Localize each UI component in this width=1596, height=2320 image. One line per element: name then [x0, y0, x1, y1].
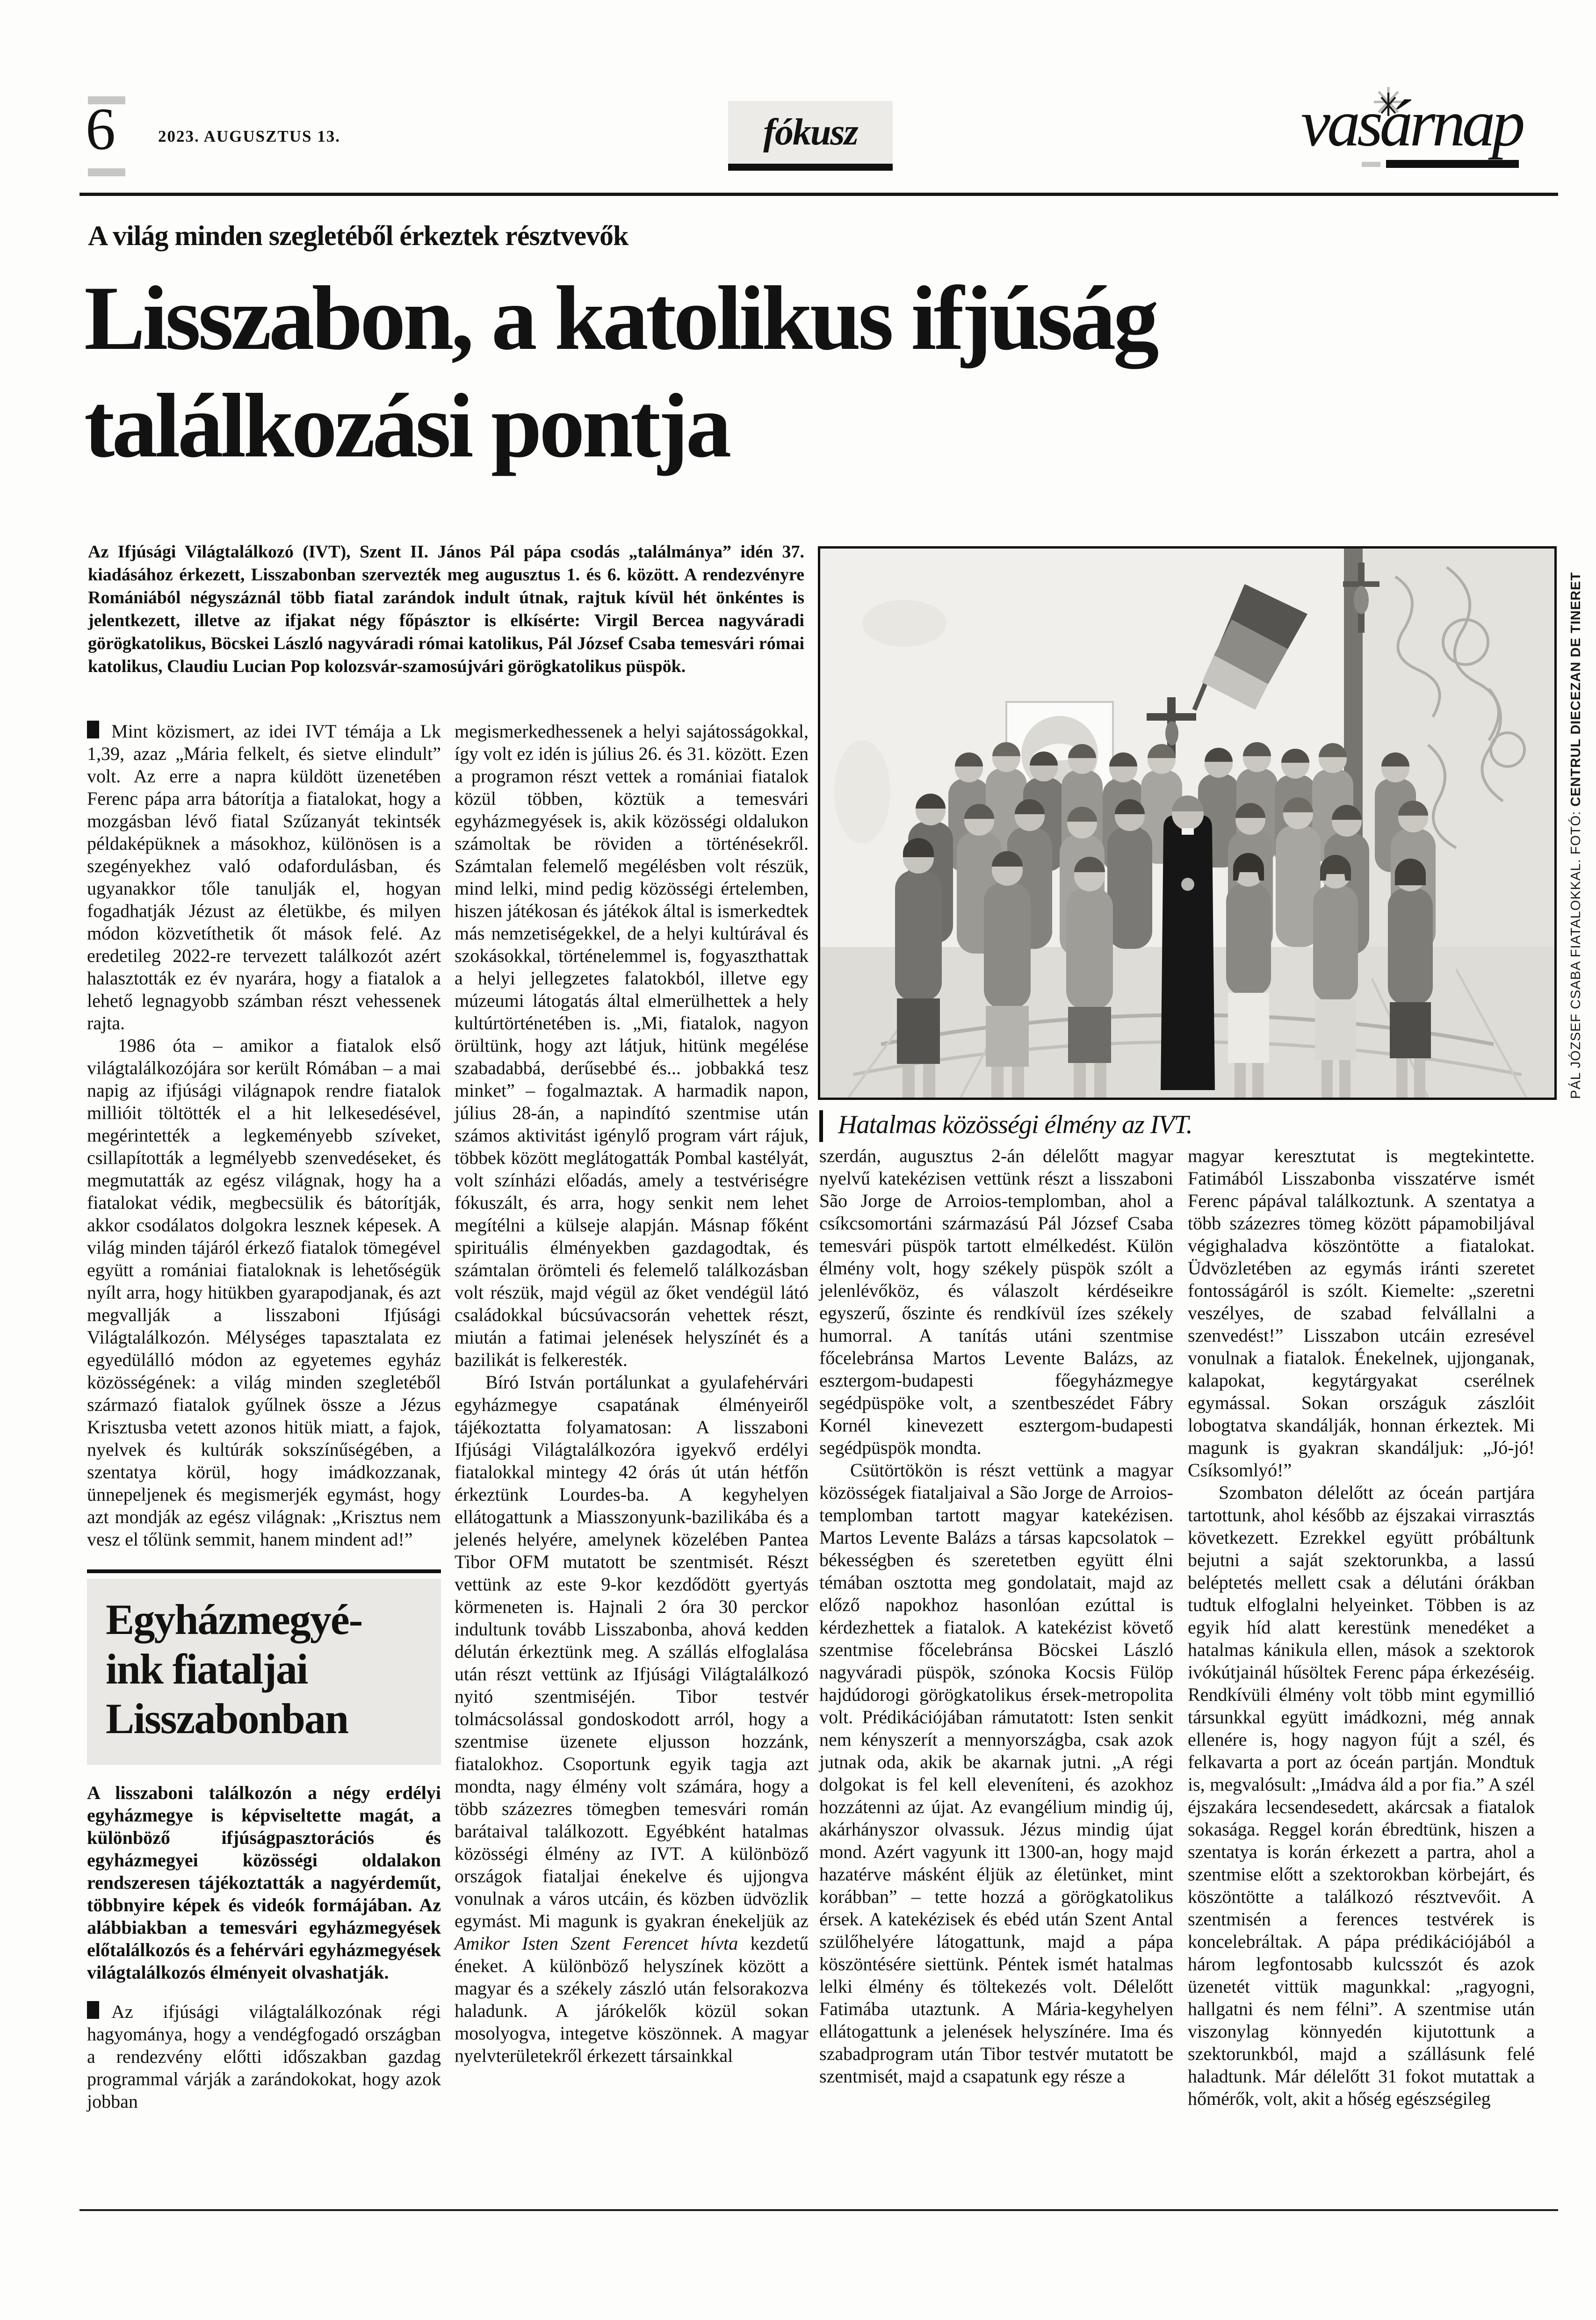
headline: [84, 265, 1557, 480]
article-photo: [818, 546, 1557, 1100]
paragraph: [455, 1371, 809, 2067]
paragraph: Szombaton délelőtt az óceán partjára tartottunk, ahol később az éjszakai virrasztás következett. Ezrekkel együtt próbáltunk bejutni a saját szektorunkba, a lassú beléptetés mellett csak a délutáni órákban tudtuk elfoglalni helyeinket. Többen is az egyik híd alatt kerestünk menedéket a hatalmas kánikula ellen, mások a szektorok ivókútjainál hűsöltek Ferenc pápa érkezéséig. Rendkívüli élmény volt több mint egymillió társunkkal együtt imádkozni, még annak ellenére is, hogy nagyon fújt a szél, és felkavarta a port az óceán partján. Mondtuk is, megvalósult: „Imádva áld a por fia.” A szél éjszakára lecsendesedett, akárcsak a fiatalok sokasága. Reggel korán ébredtünk, hiszen a szentatya is korán érkezett a partra, ahol a szentmise előtt a szektorokban körbejárt, és köszöntötte a találkozó résztvevőit. A szentmisén a ferences testvérek is koncelebráltak. A pápa prédikációjából a három legfontosabb kulcsszót és azok üzenetét vittük magunkkal: „ragyogni, hallgatni és nem félni”. A szentmise után viszonylag könnyedén kijutottunk a szektorunkból, majd a szállásunk felé haladtunk. Már délelőtt 31 fokot mutattak a hőmérők, volt, akit a hőség egészségileg: [1188, 1482, 1535, 2109]
headline-line2: találkozási pontja: [84, 375, 729, 477]
paragraph-text: Mint közismert, az idei IVT témája a Lk 1,39, azaz „Mária felkelt, és sietve elindult” volt. Az erre a napra küldött üzenetében Ferenc pápa arra bátorítja a fiatalokat, hogy a mozgásban lévő fiatal Szűzanyát tekintsék példaképüknek a másokhoz, különösen is a szegényekhez való odafordulásban, és ugyanakkor tőle tanulják el, hogyan fogadhatják Jézust az életükbe, és milyen módon közvetíthetik őt mások felé. Az eredetileg 2022-re tervezett találkozót azért halasztották ez év nyarára, hogy a fiatalok a lehető legnagyobb számban részt vehessenek rajta.: [87, 721, 441, 1034]
page-bottom-rule: [79, 2209, 1558, 2211]
masthead-gray-square: [1362, 162, 1380, 167]
page-number: 6: [86, 96, 116, 162]
caption-bar: [819, 1110, 823, 1142]
bishop-figure: [1161, 795, 1215, 1090]
kicker: A világ minden szegletéből érkeztek résztvevők: [88, 220, 628, 251]
masthead-underline: [1386, 160, 1519, 168]
sidebar-box: [87, 1579, 441, 1765]
section-label: fókusz: [763, 111, 858, 153]
photo-credit-text: PÁL JÓZSEF CSABA FIATALOKKAL. FOTÓ:: [1568, 806, 1583, 1099]
body-column-2: [455, 720, 809, 2067]
photo-credit: [1568, 546, 1584, 1099]
paragraph: 1986 óta – amikor a fiatalok első világtalálkozójára sor került Rómában – a mai napig az ifjúsági világnapok rendre fiatalok millióit töltötték el a hit lelkesedésével, megérintették a legkeményebb szíveket, csillapították a legmélyebb szenvedéseket, és megmutatták az egész világnak, hogy ha a fiatalokat védik, megbecsülik és bátorítják, akkor csodálatos dolgokra lesznek képesek. A világ minden tájáról érkező fiatalok tömegével együtt a romániai fiataloknak is lehetőségük nyílt arra, hogy hitükben gyarapodjanak, és azt megvallják a lisszaboni Ifjúsági Világtalálkozón. Mélységes tapasztalata ez egyedülálló módon az egyetemes egyház közösségének: a világ minden szegletéből származó fiatalok gyűlnek össze a Jézus Krisztusba vetett azonos hitük miatt, a fajok, nyelvek és kultúrák sokszínűségében, a szentatya körül, hogy imádkozzanak, ünnepeljenek és megismerjék egymást, hogy azt mondják az egész világnak: „Krisztus nem vesz el tőlünk semmit, hanem mindent ad!”: [87, 1035, 441, 1550]
section-underline: [728, 164, 893, 171]
paragraph-text: Az ifjúsági világtalálkozónak régi hagyománya, hogy a vendégfogadó országban a rendezvény előtti időszakban gazdag programmal várják a zarándokokat, hogy azok jobban: [87, 2001, 441, 2112]
caption-text: Hatalmas közösségi élmény az IVT.: [838, 1110, 1192, 1139]
header-rule: [79, 193, 1558, 196]
issue-date: 2023. AUGUSZTUS 13.: [158, 127, 341, 145]
paragraph-start-mark: [87, 721, 99, 738]
photo-credit-org: CENTRUL DIECEZAN DE TINERET: [1568, 571, 1583, 807]
paragraph: magyar keresztutat is megtekintette. Fatimából Lisszabonba visszatérve ismét Ferenc pápával találkoztunk. A szentatya a több százezres tömeg között pápamobiljával végighaladva köszöntötte a fiatalokat. Üdvözletében az egymás iránti szeretet fontosságáról is szólt. Kiemelte: „szeretni veszélyes, de szabad felvállalni a szenvedést!” Lisszabon utcáin ezresével vonulnak a fiatalok. Énekelnek, ujjonganak, kalapokat, kegytárgyakat cserélnek egymással. Sokan országuk zászlóit lobogtatva skandálják, honnan érkeztek. Mi magunk is gyakran skandáljuk: „Jó-jó! Csíksomlyó!”: [1188, 1145, 1535, 1481]
group-photo-placeholder: [820, 549, 1554, 1098]
paragraph-start-mark: [87, 2001, 99, 2019]
section-label-box: [728, 101, 893, 164]
body-column-3: [819, 1145, 1173, 2088]
paragraph: szerdán, augusztus 2-án délelőtt magyar nyelvű katekézisen vettünk részt a lisszaboni São Jorge de Arroios-templomban, ahol a csíkcsomortáni származású Pál József Csaba temesvári püspök tartott elmélkedést. Külön élmény volt, hogy székely püspök szólt a jelenlévőköz, és válaszolt kérdéseikre egyszerű, őszinte és rendkívül ízes székely humorral. A tanítás utáni szentmise főcelebránsa Martos Levente Balázs, az esztergom-budapesti főegyházmegye segédpüspöke volt, a szentbeszédet Fábry Kornél kinevezett esztergom-budapesti segédpüspök mondta.: [819, 1145, 1173, 1458]
paragraph: [87, 720, 441, 1034]
paragraph-text: kezdetű éneket. A különböző helyszínek között a magyar és a székely zászló után felsorakozva haladunk. A járókelők közül sokan mosolyogva, integetve köszönnek. A magyar nyelvterületekről érkezett társainkkal: [455, 1933, 809, 2066]
paragraph: Csütörtökön is részt vettünk a magyar közösségek fiataljaival a São Jorge de Arroios-templomban tartott magyar katekézisen. Martos Levente Balázs a társas kapcsolatok – békességben és szeretetben együtt élni témában osztotta meg gondolatait, majd az előző napokhoz hasonlóan ezúttal is kérdezhettek a fiatalok. A katekézist követő szentmise főcelebránsa Böcskei László nagyváradi püspök, szónoka Kocsis Fülöp hajdúdorogi görögkatolikus érsek-metropolita volt. Prédikációjában rámutatott: Isten senkit nem kényszerít a mennyországba, csak azok jutnak oda, akik be akarnak jutni. „A régi dolgokat is fel kell eleveníteni, és azokhoz hozzátenni az újat. Az evangélium mindig új, akárhányszor olvassuk. Jézus mindig újat mond. Azért vagyunk itt 1300-an, hogy majd hazatérve másként éljük az életünket, mint korábban” – tette hozzá a görögkatolikus érsek. A katekézisek és ebéd után Szent Antal szülőhelyére látogattunk, majd a pápa köszöntésére siettünk. Péntek ismét hatalmas lelki élmény és töltekezés volt. Délelőtt Fatimába utaztunk. A Mária-kegyhelyen ellátogattunk a jelenések helyszínére. Ima és szabadprogram után Tibor testvér mutatott be szentmisét, majd a csapatunk egy része a: [819, 1460, 1173, 2087]
decor-gray-bar-bottom: [88, 168, 125, 176]
paragraph: megismerkedhessenek a helyi sajátosságokkal, így volt ez idén is július 26. és 31. között. Ezen a programon részt vettek a romániai fiatalok közül többen, köztük a temesvári egyházmegyések is, akik közösségi oldalukon számoltak be röviden a történésekről. Számtalan felemelő megélésben volt részük, mind lelki, mind pedig közösségi értelemben, hiszen játékosan és játékok által is ismerkedtek más nemzetiségekkel, de a helyi kultúrával és szokásokkal, történelemmel is, fogyaszthattak a helyi jellegzetes falatokból, illetve egy múzeumi látogatás által elmerülhettek a hely kultúrtörténetében is. „Mi, fiatalok, nagyon örültünk, hogy azt látjuk, hitünk megélése szabadabbá, derűsebbé és... jobbakká tesz minket” – fogalmaztak. A harmadik napon, július 28-án, a napindító szentmise után számos aktivitást igénylő program várt rájuk, többek között meglátogatták Pombal kastélyát, volt színházi előadás, amely a testvériségre fókuszált, és arra, hogy senkit nem lehet megítélni a külseje alapján. Másnap főként spirituális élményekben gazdagodtak, és számtalan örömteli és felemelő találkozásban volt részük, majd végül az őket vendégül látó családokkal búcsúvacsorán vehettek részt, miután a fatimai jelenések helyszínét és a bazilikát is felkeresték.: [455, 721, 809, 1370]
sidebar-top-rule: [87, 1569, 441, 1573]
song-title-italic: Amikor Isten Szent Ferencet hívta: [455, 1933, 738, 1954]
sidebar-title: Egyházmegyé- ink fiataljai Lisszabonban: [106, 1596, 362, 1742]
body-column-4: [1188, 1145, 1535, 2110]
paragraph-text: Bíró István portálunkat a gyulafehérvári egyházmegye csapatának élményeiről tájékoztatta folyamatosan: A lisszaboni Ifjúsági Világtalálkozóra igyekvő erdélyi fiatalokkal mintegy 42 órás út után hétfőn érkeztünk Lourdes-ba. A kegyhelyen ellátogattunk a Miasszonyunk-bazilikába és a jelenés helyére, amelynek közelében Pantea Tibor OFM mutatott be szentmisét. Részt vettünk az este 9-kor kezdődött gyertyás körmeneten is. Hajnali 2 óra 30 perckor indultunk tovább Lisszabonba, ahová kedden délután érkeztünk meg. A szállás elfoglalása után részt vettünk az Ifjúsági Világtalálkozó nyitó szentmiséjén. Tibor testvér tolmácsolással gondoskodott arról, hogy a szentmise üzenete eljusson hozzánk, fiatalokhoz. Csoportunk egyik tagja azt mondta, nagy élmény volt számára, hogy a több százezres tömegben temesvári román barátaival találkozott. Egyébként hatalmas közösségi élmény az IVT. A különböző országok fiataljai énekelve és ujjongva vonulnak a város utcáin, és közben üdvözlik egymást. Mi magunk is gyakran énekeljük az: [455, 1372, 809, 1931]
paragraph: [87, 2001, 441, 2113]
lead-paragraph: Az Ifjúsági Világtalálkozó (IVT), Szent II. János Pál pápa csodás „találmánya” idén 37. kiadásához érkezett, Lisszabonban szervezték meg augusztus 1. és 6. között. A rendezvényre Romániából négyszáznál több fiatal zarándok indult útnak, rajtuk kívül hét önkéntes is jelentkezett, illetve az ifjakat négy főpásztor is elkísérte: Virgil Bercea nagyváradi görögkatolikus, Böcskei László nagyváradi római katolikus, Pál József Csaba temesvári római katolikus, Claudiu Lucian Pop kolozsvár-szamosújvári görögkatolikus püspök.: [88, 542, 804, 676]
headline-line1: Lisszabon, a katolikus ifjúság: [84, 267, 1156, 369]
masthead-title: vasárnap: [1301, 86, 1522, 160]
photo-caption: [819, 1110, 1192, 1142]
body-column-1: [87, 720, 441, 2113]
sidebar-intro: A lisszaboni találkozón a négy erdélyi egyházmegye is képviseltette magát, a különböző ifjúságpasztorációs és egyházmegyei közösségi oldalakon rendszeresen tájékoztatták a nagyérdeműt, többnyire képek és videók formájában. Az alábbiakban a temesvári egyházmegyések előtalálkozós és a fehérvári egyházmegyések világtalálkozós élményeit olvashatják.: [87, 1782, 441, 1983]
